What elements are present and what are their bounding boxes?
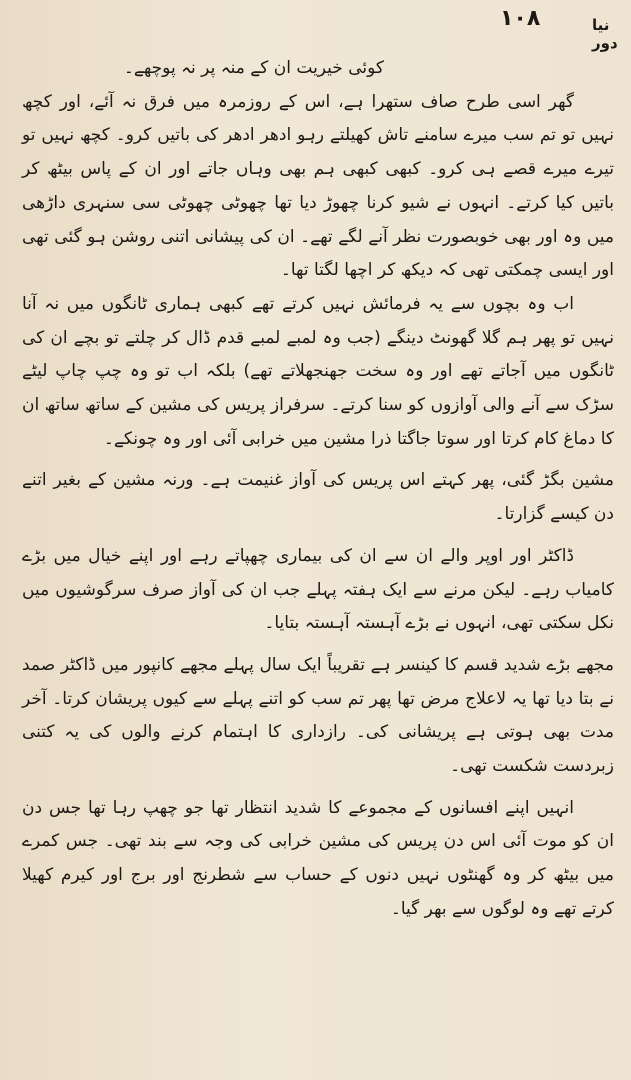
body-text <box>22 52 614 927</box>
page-number: ۱۰۸ <box>500 6 541 31</box>
paragraph: انہیں اپنے افسانوں کے مجموعے کا شدید انتظار تھا جو چھپ رہا تھا جس دن ان کو موت آئی اس دن پریس کی مشین خرابی کی وجہ سے بند تھی۔ جس کمرے میں بیٹھ کر وہ گھنٹوں نہیں دنوں کے حساب سے شطرنج اور برج اور کیرم کھیلا کرتے تھے وہ لوگوں سے بھر گیا۔ <box>22 797 614 919</box>
paragraph: اب وہ بچوں سے یہ فرمائش نہیں کرتے تھے کبھی ہماری ٹانگوں میں نہ آنا نہیں تو پھر ہم گلا گھونٹ دینگے (جب وہ لمبے لمبے قدم ڈال کر چلتے تو بچے ان کی ٹانگوں میں آجاتے تھے اور وہ سخت جھنجھلاتے تھے) بلکہ اب تو وہ چپ چاپ لیٹے سڑک سے آنے والی آوازوں کو سنا کرتے۔ سرفراز پریس کی مشین کے ساتھ ساتھ ان کا دماغ کام کرتا اور سوتا جاگتا ذرا مشین میں خرابی آئی اور وہ چونکے۔ <box>22 293 614 449</box>
paragraph: مجھے بڑے شدید قسم کا کینسر ہے تقریباً ایک سال پہلے مجھے کانپور میں ڈاکٹر صمد نے بتا دیا تھا یہ لاعلاج مرض تھا پھر تم سب کو اتنے پہلے سے کیوں پریشان کرتا۔ آخر مدت بھی ہوتی ہے پریشانی کی۔ رازداری کا اہتمام کرنے والوں کی یہ کتنی زبردست شکست تھی۔ <box>22 654 614 777</box>
paragraph: کوئی خیریت ان کے منہ پر نہ پوچھے۔ <box>123 58 384 78</box>
paragraph: مشین بگڑ گئی، پھر کہتے اس پریس کی آواز غنیمت ہے۔ ورنہ مشین کے بغیر اتنے دن کیسے گزارتا۔ <box>22 470 614 525</box>
running-head: نیا دور <box>592 16 618 52</box>
paragraph: ڈاکٹر اور اوپر والے ان سے ان کی بیماری چھپاتے رہے اور اپنے خیال میں بڑے کامیاب رہے۔ لیکن مرنے سے ایک ہفتہ پہلے جب ان کی آواز صرف سرگوشیوں میں نکل سکتی تھی، انہوں نے بڑے آہستہ آہستہ بتایا۔ <box>22 545 614 634</box>
paragraph: گھر اسی طرح صاف ستھرا ہے، اس کے روزمرہ میں فرق نہ آئے، اور کچھ نہیں تو تم سب میرے سامنے تاش کھیلتے رہو ادھر ادھر کی باتیں کرو۔ کچھ نہیں تو تیرے میرے قصے ہی کرو۔ کبھی کبھی ہم بھی وہاں جاتے اور ان کے پاس بیٹھ کر باتیں کیا کرتے۔ انہوں نے شیو کرنا چھوڑ دیا تھا چھوٹی چھوٹی سی سنہری داڑھی میں وہ اور بھی خوبصورت نظر آنے لگے تھے۔ ان کی پیشانی اتنی روشن ہو گئی تھی اور ایسی چمکتی تھی کہ دیکھ کر اچھا لگتا تھا۔ <box>22 91 614 281</box>
